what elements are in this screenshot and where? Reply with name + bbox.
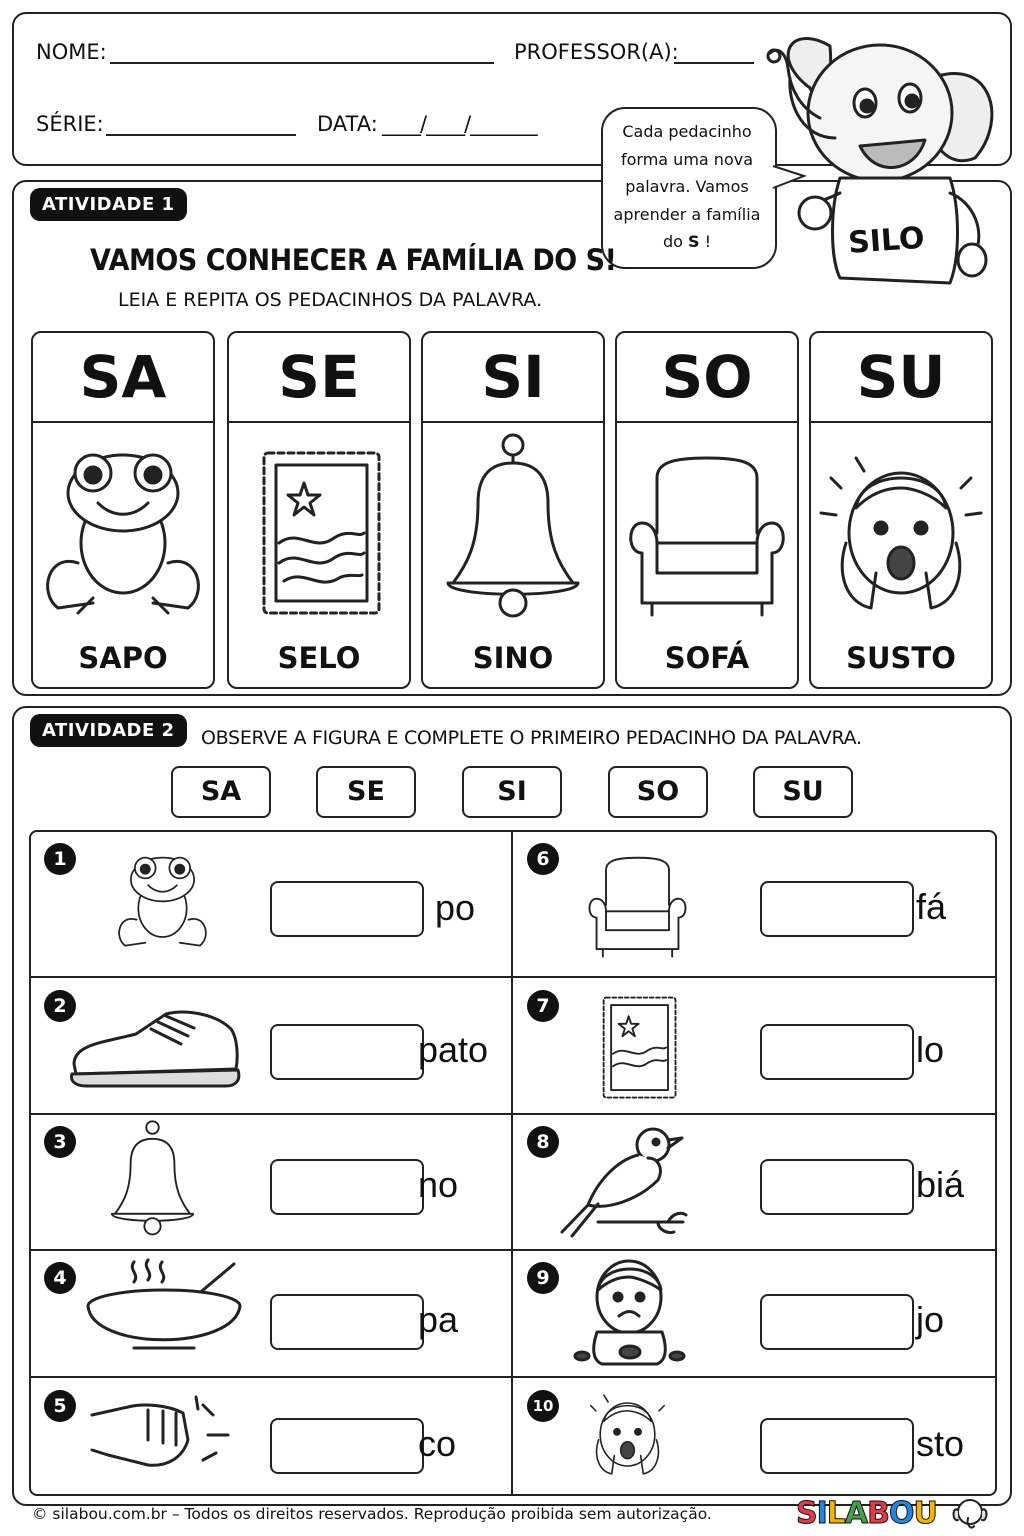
item-suffix: biá: [916, 1164, 965, 1205]
activity1-subtitle: LEIA E REPITA OS PEDACINHOS DA PALAVRA.: [118, 289, 543, 311]
brand-logo: [796, 1496, 937, 1531]
syllable-card-su: [809, 331, 993, 689]
brand-logo-letter: L: [826, 1496, 845, 1531]
speech-text-main: Cada pedacinho forma uma nova palavra. Vamos aprender a família do: [613, 122, 761, 251]
card-word: SUSTO: [846, 641, 956, 675]
shoe-icon: [66, 1004, 244, 1092]
brand-logo-letter: A: [844, 1496, 868, 1531]
frog-icon: [38, 433, 208, 633]
item-suffix: po: [435, 887, 476, 928]
activity1-tag: ATIVIDADE 1: [30, 188, 187, 221]
brand-logo-text: [796, 1496, 937, 1531]
grid-divider-row: [29, 1113, 995, 1115]
item-number: 4: [44, 1262, 76, 1294]
answer-box-2[interactable]: [270, 1024, 424, 1080]
brand-logo-letter: S: [796, 1496, 817, 1531]
armchair-icon: [565, 842, 710, 968]
date-label: DATA:: [317, 112, 378, 136]
scared-boy-icon: [816, 433, 986, 633]
card-word: SOFÁ: [664, 641, 750, 675]
bird-icon: [558, 1120, 688, 1240]
activity2-instruction: OBSERVE A FIGURA E COMPLETE O PRIMEIRO PEDACINHO DA PALAVRA.: [201, 727, 862, 749]
item-suffix: lo: [916, 1029, 945, 1070]
activity2-tag: ATIVIDADE 2: [30, 714, 187, 747]
punch-icon: [88, 1395, 238, 1475]
syllable-label: SI: [423, 333, 603, 423]
answer-box-5[interactable]: [270, 1418, 424, 1474]
card-word: SINO: [472, 641, 554, 675]
answer-box-9[interactable]: [760, 1294, 914, 1350]
teacher-label: PROFESSOR(A):: [514, 40, 679, 64]
grade-field[interactable]: [106, 134, 296, 136]
item-suffix: co: [418, 1423, 457, 1464]
answer-box-4[interactable]: [270, 1294, 424, 1350]
syllable-card-se: [227, 331, 411, 689]
syllable-card-si: [421, 331, 605, 689]
stamp-icon: [234, 433, 404, 633]
item-suffix: sto: [916, 1423, 965, 1464]
answer-box-3[interactable]: [270, 1159, 424, 1215]
card-word: SAPO: [78, 641, 168, 675]
speech-text: [608, 118, 766, 256]
option-si[interactable]: SI: [462, 766, 562, 818]
option-sa[interactable]: SA: [171, 766, 271, 818]
syllable-label: SE: [229, 333, 409, 423]
item-number: 10: [527, 1390, 559, 1422]
item-number: 5: [44, 1390, 76, 1422]
card-word: SELO: [277, 641, 361, 675]
elephant-mascot-icon: [760, 28, 1020, 318]
name-field[interactable]: [110, 62, 494, 64]
bell-icon: [95, 1120, 210, 1245]
brand-logo-letter: U: [913, 1496, 937, 1531]
grid-divider-row: [29, 1376, 995, 1378]
answer-box-1[interactable]: [270, 881, 424, 937]
answer-box-7[interactable]: [760, 1024, 914, 1080]
grid-divider-row: [29, 1249, 995, 1251]
item-number: 2: [44, 990, 76, 1022]
brand-logo-letter: O: [889, 1496, 914, 1531]
item-suffix: fá: [916, 886, 947, 927]
mascot-shirt-text: SILO: [847, 220, 926, 261]
bell-icon: [428, 433, 598, 633]
grid-divider-row: [29, 976, 995, 978]
soup-bowl-icon: [84, 1256, 244, 1368]
item-number: 3: [44, 1126, 76, 1158]
option-so[interactable]: SO: [608, 766, 708, 818]
syllable-label: SO: [617, 333, 797, 423]
speech-letter: S: [688, 232, 700, 251]
elephant-logo-icon: [950, 1496, 990, 1532]
item-number: 1: [44, 843, 76, 875]
option-su[interactable]: SU: [753, 766, 853, 818]
item-number: 8: [527, 1126, 559, 1158]
answer-box-6[interactable]: [760, 881, 914, 937]
grade-label: SÉRIE:: [36, 112, 104, 136]
armchair-icon: [622, 433, 792, 633]
speech-text-end: !: [704, 232, 712, 251]
item-suffix: pa: [418, 1299, 459, 1340]
item-suffix: no: [418, 1164, 459, 1205]
teacher-field[interactable]: [674, 62, 754, 64]
item-number: 9: [527, 1262, 559, 1294]
grid-divider-vertical: [511, 830, 513, 1494]
answer-box-10[interactable]: [760, 1418, 914, 1474]
syllable-card-so: [615, 331, 799, 689]
item-suffix: pato: [418, 1029, 489, 1070]
answer-box-8[interactable]: [760, 1159, 914, 1215]
footer-copyright: © silabou.com.br – Todos os direitos reservados. Reprodução proibida sem autorização.: [32, 1505, 712, 1523]
activity1-title: VAMOS CONHECER A FAMÍLIA DO S!: [90, 243, 617, 277]
item-suffix: jo: [916, 1299, 945, 1340]
syllable-label: SA: [33, 333, 213, 423]
item-number: 7: [527, 990, 559, 1022]
date-field[interactable]: ____/____/_______: [382, 112, 537, 136]
dirty-boy-icon: [572, 1252, 687, 1370]
stamp-icon: [578, 985, 698, 1110]
syllable-card-sa: [31, 331, 215, 689]
frog-icon: [100, 845, 225, 960]
brand-logo-letter: I: [816, 1496, 827, 1531]
option-se[interactable]: SE: [316, 766, 416, 818]
brand-logo-letter: B: [867, 1496, 889, 1531]
name-label: NOME:: [36, 40, 107, 64]
item-number: 6: [527, 843, 559, 875]
syllable-label: SU: [811, 333, 991, 423]
scared-boy-icon: [575, 1382, 680, 1487]
